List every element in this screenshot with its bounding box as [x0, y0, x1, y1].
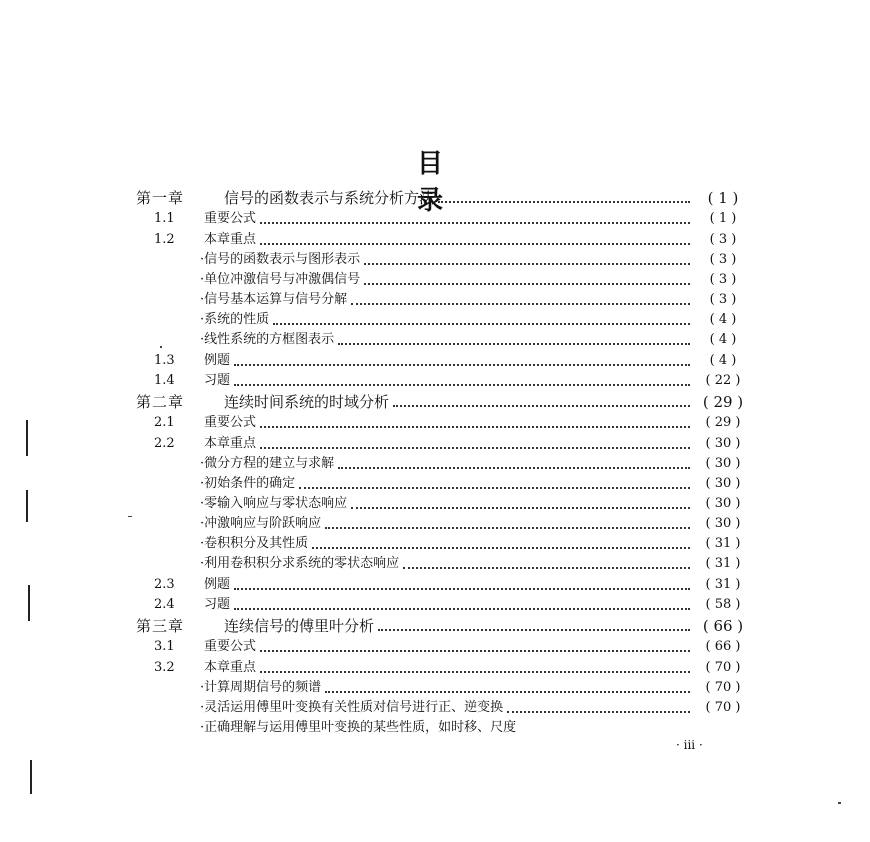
leader-dots: [299, 486, 690, 489]
entry-page: ( 70 ): [705, 700, 741, 715]
entry-title: 例题: [204, 577, 231, 592]
entry-page: ( 31 ): [705, 577, 741, 592]
entry-title: ·信号的函数表示与图形表示: [200, 252, 361, 267]
entry-title: 本章重点: [204, 660, 257, 675]
leader-dots: [234, 587, 690, 590]
entry-title: ·冲激响应与阶跃响应: [200, 516, 322, 531]
entry-title: ·灵活运用傅里叶变换有关性质对信号进行正、逆变换: [200, 700, 504, 715]
entry-title: 重要公式: [204, 415, 257, 430]
leader-dots: [260, 446, 690, 449]
entry-title: ·线性系统的方框图表示: [200, 332, 335, 347]
entry-page: ( 31 ): [705, 536, 741, 551]
leader-dots: [260, 221, 690, 224]
leader-dots: [338, 342, 690, 345]
toc-topic-row: [200, 248, 754, 268]
entry-page: ( 58 ): [705, 597, 741, 612]
toc-topic-row: [200, 452, 754, 472]
entry-title: 例题: [204, 353, 231, 368]
entry-title: ·初始条件的确定: [200, 476, 296, 491]
entry-page: ( 3 ): [709, 232, 737, 247]
entry-page: ( 66 ): [702, 617, 744, 635]
toc-section-row: [154, 432, 754, 452]
entry-page: ( 4 ): [709, 332, 737, 347]
entry-title: ·卷积积分及其性质: [200, 536, 309, 551]
entry-number: 1.2: [154, 232, 175, 247]
leader-dots: [351, 506, 690, 509]
entry-number: 第三章: [136, 617, 185, 635]
entry-title: 本章重点: [204, 436, 257, 451]
entry-page: ( 1 ): [709, 211, 737, 226]
leader-dots: [351, 302, 690, 305]
page-folio: · iii ·: [676, 738, 703, 752]
entry-title: ·正确理解与运用傅里叶变换的某些性质，如时移、尺度: [200, 720, 517, 735]
toc-section-row: [154, 593, 754, 613]
entry-page: ( 70 ): [705, 680, 741, 695]
scan-edge-mark: [30, 760, 32, 794]
entry-title: 重要公式: [204, 639, 257, 654]
entry-page: ( 4 ): [709, 312, 737, 327]
entry-title: ·利用卷积积分求系统的零状态响应: [200, 556, 400, 571]
scan-edge-mark: [26, 490, 28, 522]
toc-section-row: [154, 207, 754, 227]
toc-topic-row: [200, 308, 754, 328]
toc-topic-row: [200, 328, 754, 348]
leader-dots: [364, 282, 690, 285]
leader-dots: [260, 242, 690, 245]
entry-number: 3.1: [154, 639, 175, 654]
entry-number: 2.4: [154, 597, 175, 612]
toc-section-row: [154, 349, 754, 369]
toc-topic-row: [200, 512, 754, 532]
entry-page: ( 22 ): [705, 373, 741, 388]
leader-dots: [234, 383, 690, 386]
entry-page: ( 66 ): [705, 639, 741, 654]
entry-title: 信号的函数表示与系统分析方法: [224, 189, 435, 207]
entry-page: ( 4 ): [709, 353, 737, 368]
entry-title: ·零输入响应与零状态响应: [200, 496, 348, 511]
toc-section-row: [154, 369, 754, 389]
entry-title: ·单位冲激信号与冲激偶信号: [200, 272, 361, 287]
toc-section-row: [154, 411, 754, 431]
toc-chapter-row: [136, 186, 754, 206]
leader-dots: [234, 363, 690, 366]
toc-topic-row: [200, 532, 754, 552]
entry-title: ·计算周期信号的频谱: [200, 680, 322, 695]
entry-number: 1.3: [154, 353, 175, 368]
leader-dots: [260, 670, 690, 673]
toc-topic-row: [200, 268, 754, 288]
entry-number: 第一章: [136, 189, 185, 207]
scan-speck: [838, 802, 841, 804]
leader-dots: [273, 322, 690, 325]
toc-topic-row: [200, 676, 754, 696]
entry-page: ( 70 ): [705, 660, 741, 675]
toc-topic-row: [200, 716, 754, 736]
entry-number: 2.2: [154, 436, 175, 451]
entry-title: 重要公式: [204, 211, 257, 226]
leader-dots: [312, 546, 690, 549]
entry-page: ( 3 ): [709, 252, 737, 267]
entry-title: 连续信号的傅里叶分析: [224, 617, 375, 635]
scan-speck: [128, 516, 132, 517]
entry-title: ·信号基本运算与信号分解: [200, 292, 348, 307]
entry-number: 2.1: [154, 415, 175, 430]
entry-page: ( 30 ): [705, 436, 741, 451]
entry-page: ( 29 ): [702, 393, 744, 411]
toc-chapter-row: [136, 390, 754, 410]
entry-page: ( 31 ): [705, 556, 741, 571]
page-title: 目 录: [416, 149, 616, 216]
entry-number: 1.4: [154, 373, 175, 388]
toc-section-row: [154, 573, 754, 593]
entry-page: ( 3 ): [709, 292, 737, 307]
toc-topic-row: [200, 472, 754, 492]
leader-dots: [338, 466, 690, 469]
entry-title: 连续时间系统的时域分析: [224, 393, 390, 411]
leader-dots: [378, 628, 690, 631]
leader-dots: [260, 649, 690, 652]
leader-dots: [325, 690, 690, 693]
entry-page: ( 1 ): [707, 189, 739, 207]
entry-page: ( 30 ): [705, 456, 741, 471]
leader-dots: [403, 566, 690, 569]
entry-title: ·系统的性质: [200, 312, 270, 327]
scan-speck: [160, 346, 162, 348]
entry-title: 习题: [204, 597, 231, 612]
entry-title: 本章重点: [204, 232, 257, 247]
entry-number: 3.2: [154, 660, 175, 675]
entry-page: ( 3 ): [709, 272, 737, 287]
toc-section-row: [154, 635, 754, 655]
leader-dots: [260, 425, 690, 428]
entry-page: ( 30 ): [705, 496, 741, 511]
entry-title: 习题: [204, 373, 231, 388]
leader-dots: [364, 262, 690, 265]
entry-page: ( 30 ): [705, 516, 741, 531]
leader-dots: [393, 404, 690, 407]
scan-edge-mark: [26, 420, 28, 456]
toc-chapter-row: [136, 614, 754, 634]
toc-topic-row: [200, 492, 754, 512]
entry-page: ( 29 ): [705, 415, 741, 430]
toc-section-row: [154, 656, 754, 676]
entry-page: ( 30 ): [705, 476, 741, 491]
leader-dots: [438, 200, 690, 203]
toc-topic-row: [200, 288, 754, 308]
leader-dots: [234, 607, 690, 610]
leader-dots: [507, 710, 690, 713]
entry-number: 第二章: [136, 393, 185, 411]
entry-title: ·微分方程的建立与求解: [200, 456, 335, 471]
entry-number: 2.3: [154, 577, 175, 592]
entry-number: 1.1: [154, 211, 175, 226]
toc-section-row: [154, 228, 754, 248]
scan-edge-mark: [28, 585, 30, 621]
leader-dots: [325, 526, 690, 529]
toc-topic-row: [200, 696, 754, 716]
toc-topic-row: [200, 552, 754, 572]
